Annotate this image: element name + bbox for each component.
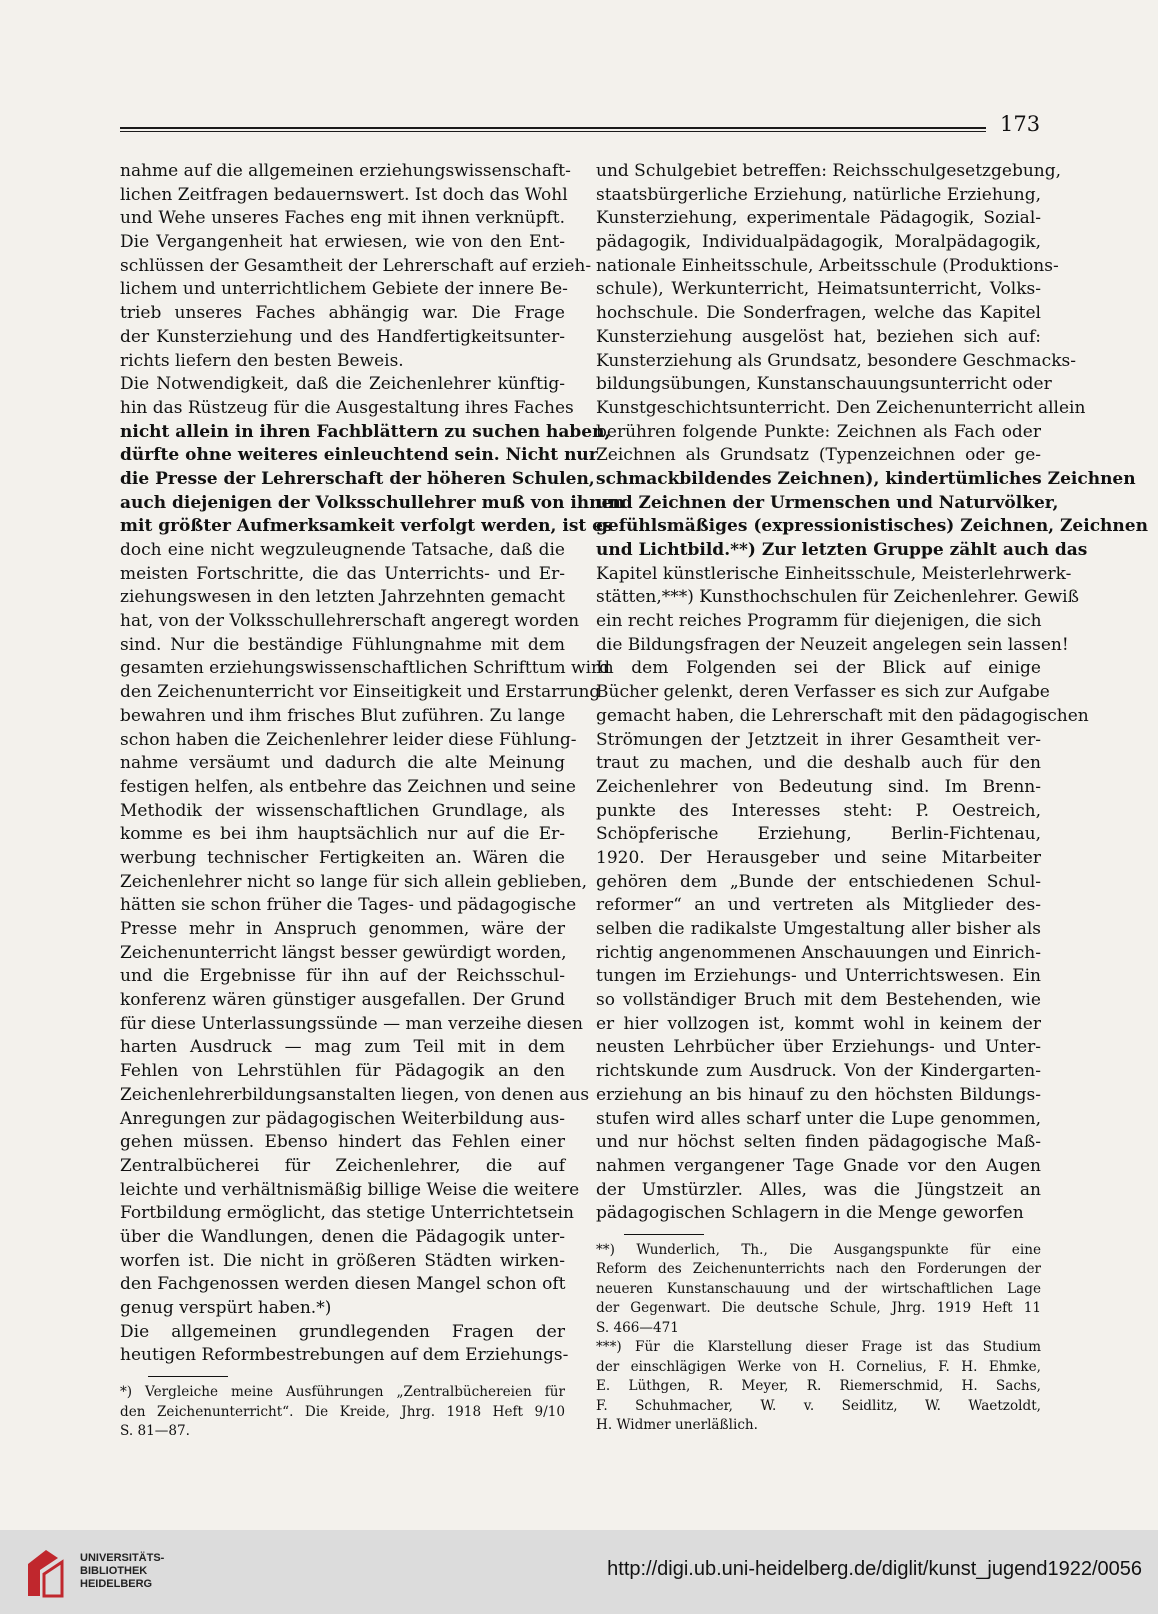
text-line: hin das Rüstzeug für die Ausgestaltung ihres Faches: [120, 397, 574, 418]
footnote-line: F. Schuhmacher, W. v. Seidlitz, W. Waetzoldt,: [596, 1397, 1041, 1414]
text-line: für diese Unterlassungssünde — man verzeihe diesen: [120, 1013, 583, 1034]
text-line: Zeichenlehrer nicht so lange für sich allein geblieben,: [120, 871, 587, 892]
text-line: Zeichnen als Grundsatz (Typenzeichnen oder ge-: [596, 445, 1041, 466]
footnote-line: S. 466—471: [596, 1319, 679, 1336]
text-line: harten Ausdruck — mag zum Teil mit in dem: [120, 1037, 565, 1058]
text-line: festigen helfen, als entbehre das Zeichnen und seine: [120, 776, 576, 797]
text-line: Schöpferische Erziehung, Berlin-Fichtenau,: [596, 824, 1041, 845]
text-line: Presse mehr in Anspruch genommen, wäre der: [120, 919, 565, 939]
text-line: nationale Einheitsschule, Arbeitsschule (Produktions-: [596, 255, 1059, 276]
text-line: komme es bei ihm hauptsächlich nur auf die Er-: [120, 824, 565, 845]
footnote-line: H. Widmer unerläßlich.: [596, 1417, 759, 1434]
text-line: Kunsterziehung ausgelöst hat, beziehen sich auf:: [596, 326, 1041, 347]
text-line: sind. Nur die beständige Fühlungnahme mit dem: [120, 634, 565, 655]
text-line: 1920. Der Herausgeber und seine Mitarbeiter: [596, 847, 1041, 868]
text-line: gemacht haben, die Lehrerschaft mit den pädagogischen: [596, 705, 1089, 726]
text-line: werbung technischer Fertigkeiten an. Wären die: [120, 847, 565, 868]
footnote-line: E. Lüthgen, R. Meyer, R. Riemerschmid, H. Sachs,: [596, 1378, 1041, 1395]
text-line: schlüssen der Gesamtheit der Lehrerschaft auf erzieh-: [120, 255, 592, 276]
footnote-rule: [624, 1234, 704, 1235]
text-line: gehören dem „Bunde der entschiedenen Schul-: [596, 871, 1041, 892]
text-line: und die Ergebnisse für ihn auf der Reichsschul-: [120, 966, 565, 987]
library-name[interactable]: [80, 1552, 164, 1591]
text-line: erziehung an bis hinauf zu den höchsten Bildungs-: [596, 1084, 1041, 1105]
footnote-line: ***) Für die Klarstellung dieser Frage ist das Studium: [596, 1339, 1041, 1356]
text-line: Die Vergangenheit hat erwiesen, wie von den Ent-: [120, 232, 565, 253]
text-line: Fehlen von Lehrstühlen für Pädagogik an den: [120, 1061, 565, 1082]
text-line: den Zeichenunterricht vor Einseitigkeit und Erstarrung: [120, 682, 601, 703]
text-line: Zentralbücherei für Zeichenlehrer, die auf: [120, 1155, 565, 1176]
text-line: der Umstürzler. Alles, was die Jüngstzeit an: [596, 1179, 1041, 1200]
text-line: richtig angenommenen Anschauungen und Einrich-: [596, 942, 1041, 963]
text-line: richts liefern den besten Beweis.: [120, 350, 404, 371]
text-line: gefühlsmäßiges (expressionistisches) Zeichnen, Zeichnen: [596, 516, 1148, 537]
text-line: ein recht reiches Programm für diejenigen, die sich: [596, 611, 1042, 632]
text-line: der Kunsterziehung und des Handfertigkeitsunter-: [120, 326, 565, 347]
footnote-rule: [148, 1376, 228, 1377]
text-line: traut zu machen, und die deshalb auch für den: [596, 753, 1041, 774]
library-name-line: UNIVERSITÄTS-: [80, 1552, 165, 1564]
page-number: 173: [1000, 112, 1041, 136]
text-line: meisten Fortschritte, die das Unterrichts- und Er-: [120, 563, 565, 584]
text-line: nicht allein in ihren Fachblättern zu suchen haben,: [120, 421, 611, 442]
text-line: so vollständiger Bruch mit dem Bestehenden, wie: [596, 990, 1041, 1011]
text-line: trieb unseres Faches abhängig war. Die Frage: [120, 303, 565, 324]
text-line: Kapitel künstlerische Einheitsschule, Meisterlehrwerk-: [596, 563, 1072, 584]
text-line: Methodik der wissenschaftlichen Grundlage, als: [120, 800, 565, 821]
text-line: den Fachgenossen werden diesen Mangel schon oft: [120, 1274, 566, 1295]
text-line: Kunsterziehung, experimentale Pädagogik, Sozial-: [596, 208, 1041, 229]
text-line: er hier vollzogen ist, kommt wohl in keinem der: [596, 1013, 1041, 1034]
text-line: mit größter Aufmerksamkeit verfolgt werden, ist es: [120, 516, 613, 537]
text-line: Kunsterziehung als Grundsatz, besondere Geschmacks-: [596, 350, 1076, 371]
text-line: doch eine nicht wegzuleugnende Tatsache, daß die: [120, 540, 565, 560]
text-line: schule), Werkunterricht, Heimatsunterricht, Volks-: [596, 279, 1041, 300]
text-line: pädagogik, Individualpädagogik, Moralpädagogik,: [596, 232, 1041, 253]
text-line: die Presse der Lehrerschaft der höheren Schulen,: [120, 468, 595, 489]
footnote-line: neueren Kunstanschauung und der wirtschaftlichen Lage: [596, 1280, 1041, 1297]
text-line: schmackbildendes Zeichnen), kindertümliches Zeichnen: [596, 468, 1136, 489]
text-line: Zeichenlehrerbildungsanstalten liegen, von denen aus: [120, 1084, 590, 1105]
university-library-logo-icon[interactable]: [18, 1546, 68, 1598]
text-line: lichen Zeitfragen bedauernswert. Ist doch das Wohl: [120, 184, 568, 205]
footnote-line: Reform des Zeichenunterrichts nach den Forderungen der: [596, 1261, 1041, 1278]
text-line: heutigen Reformbestrebungen auf dem Erziehungs-: [120, 1345, 569, 1366]
text-line: genug verspürt haben.*): [120, 1298, 332, 1318]
footnote-line: **) Wunderlich, Th., Die Ausgangspunkte für eine: [596, 1241, 1041, 1258]
library-name-line: HEIDELBERG: [80, 1578, 153, 1590]
text-line: Fortbildung ermöglicht, das stetige Unterrichtetsein: [120, 1203, 574, 1224]
text-line: schon haben die Zeichenlehrer leider diese Fühlung-: [120, 729, 577, 750]
left-column: [120, 160, 625, 1442]
text-line: stufen wird alles scharf unter die Lupe genommen,: [596, 1108, 1041, 1129]
footnote-line: der einschlägigen Werke von H. Cornelius, F. H. Ehmke,: [596, 1358, 1041, 1375]
text-line: Die allgemeinen grundlegenden Fragen der: [120, 1321, 565, 1342]
text-line: staatsbürgerliche Erziehung, natürliche Erziehung,: [596, 184, 1041, 205]
text-line: nahme auf die allgemeinen erziehungswissenschaft-: [120, 161, 571, 181]
text-line: auch diejenigen der Volksschullehrer muß von ihnen: [120, 492, 625, 513]
text-line: und Wehe unseres Faches eng mit ihnen verknüpft.: [120, 208, 565, 229]
text-line: Strömungen der Jetztzeit in ihrer Gesamtheit ver-: [596, 729, 1041, 750]
text-line: gesamten erziehungswissenschaftlichen Schrifttum wird: [120, 658, 611, 679]
text-line: konferenz wären günstiger ausgefallen. Der Grund: [120, 990, 565, 1011]
text-line: gehen müssen. Ebenso hindert das Fehlen einer: [120, 1132, 565, 1153]
text-line: richtskunde zum Ausdruck. Von der Kindergarten-: [596, 1061, 1041, 1082]
text-line: bewahren und ihm frisches Blut zuführen. Zu lange: [120, 705, 566, 726]
text-line: hätten sie schon früher die Tages- und pädagogische: [120, 895, 577, 916]
right-column: [596, 160, 1148, 1436]
library-name-line: BIBLIOTHEK: [80, 1565, 148, 1577]
text-line: lichem und unterrichtlichem Gebiete der innere Be-: [120, 279, 568, 300]
text-line: selben die radikalste Umgestaltung aller bisher als: [596, 919, 1041, 939]
text-line: berühren folgende Punkte: Zeichnen als Fach oder: [596, 421, 1041, 442]
text-line: Anregungen zur pädagogischen Weiterbildung aus-: [120, 1108, 565, 1129]
text-line: tungen im Erziehungs- und Unterrichtswesen. Ein: [596, 966, 1041, 987]
footnote-line: der Gegenwart. Die deutsche Schule, Jhrg. 1919 Heft 11: [596, 1300, 1041, 1317]
text-line: stätten,***) Kunsthochschulen für Zeichenlehrer. Gewiß: [596, 587, 1079, 608]
text-line: und Lichtbild.**) Zur letzten Gruppe zählt auch das: [596, 540, 1088, 560]
text-line: leichte und verhältnismäßig billige Weise die weitere: [120, 1179, 580, 1200]
text-line: bildungsübungen, Kunstanschauungsunterricht oder: [596, 374, 1052, 395]
text-line: über die Wandlungen, denen die Pädagogik unter-: [120, 1226, 565, 1247]
text-line: und Zeichnen der Urmenschen und Naturvölker,: [596, 492, 1059, 513]
text-line: nahmen vergangener Tage Gnade vor den Augen: [596, 1155, 1041, 1176]
text-line: neusten Lehrbücher über Erziehungs- und Unter-: [596, 1037, 1041, 1058]
text-line: ziehungswesen in den letzten Jahrzehnten gemacht: [120, 587, 565, 608]
text-line: hochschule. Die Sonderfragen, welche das Kapitel: [596, 303, 1041, 324]
library-footer: [0, 1530, 1158, 1614]
text-line: und Schulgebiet betreffen: Reichsschulgesetzgebung,: [596, 161, 1062, 181]
text-line: hat, von der Volksschullehrerschaft angeregt worden: [120, 611, 580, 632]
text-line: und nur höchst selten finden pädagogische Maß-: [596, 1132, 1041, 1153]
text-line: Zeichenunterricht längst besser gewürdigt worden,: [120, 942, 567, 963]
text-line: dürfte ohne weiteres einleuchtend sein. Nicht nur: [120, 445, 598, 466]
permalink-url[interactable]: http://digi.ub.uni-heidelberg.de/diglit/kunst_jugend1922/0056: [607, 1558, 1142, 1580]
header-rule-thin: [120, 131, 986, 132]
footnote-line: S. 81—87.: [120, 1423, 190, 1440]
text-line: Zeichenlehrer von Bedeutung sind. Im Brenn-: [596, 776, 1041, 797]
footnote-line: *) Vergleiche meine Ausführungen „Zentralbüchereien für: [120, 1384, 565, 1401]
footnote-line: den Zeichenunterricht“. Die Kreide, Jhrg. 1918 Heft 9/10: [120, 1403, 565, 1420]
text-line: reformer“ an und vertreten als Mitglieder des-: [596, 895, 1041, 916]
text-line: pädagogischen Schlagern in die Menge geworfen: [596, 1203, 1024, 1224]
text-line: nahme versäumt und dadurch die alte Meinung: [120, 753, 565, 774]
header-rule: [120, 127, 986, 129]
text-line: Die Notwendigkeit, daß die Zeichenlehrer künftig-: [120, 374, 565, 395]
text-line: In dem Folgenden sei der Blick auf einige: [596, 658, 1041, 679]
text-line: die Bildungsfragen der Neuzeit angelegen sein lassen!: [596, 634, 1069, 655]
text-line: worfen ist. Die nicht in größeren Städten wirken-: [120, 1250, 565, 1271]
text-line: punkte des Interesses steht: P. Oestreich,: [596, 800, 1041, 821]
text-line: Kunstgeschichtsunterricht. Den Zeichenunterricht allein: [596, 397, 1086, 418]
text-line: Bücher gelenkt, deren Verfasser es sich zur Aufgabe: [596, 682, 1050, 703]
